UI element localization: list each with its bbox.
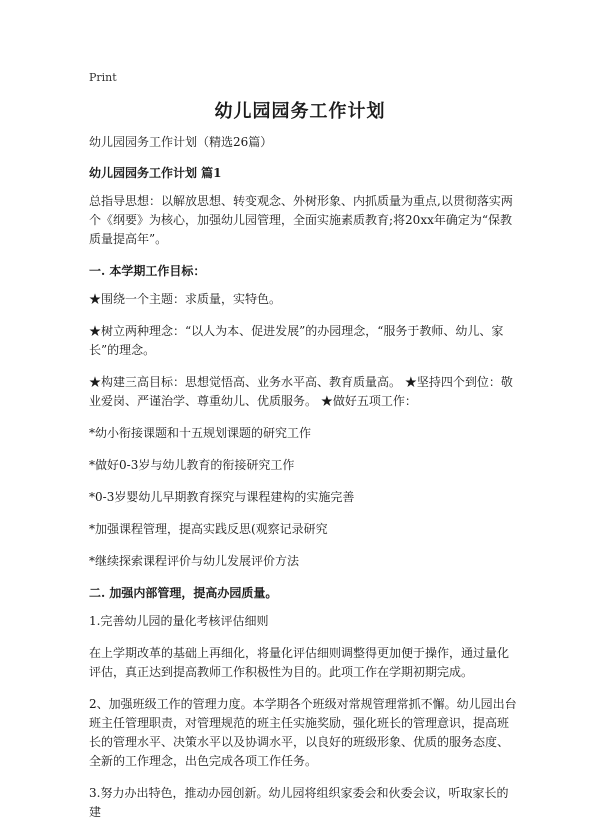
- document-subtitle: 幼儿园园务工作计划（精选26篇）: [89, 135, 273, 149]
- document-title: 幼儿园园务工作计划: [214, 101, 386, 122]
- task-item: *加强课程管理，提高实践反思(观察记录研究: [89, 522, 328, 536]
- task-item: *做好0-3岁与幼儿教育的衔接研究工作: [89, 458, 295, 472]
- goal-item: ★树立两种理念：“以人为本、促进发展”的办园理念，“服务于教师、幼儿、家长”的理念。: [89, 324, 504, 357]
- goal-item: ★构建三高目标：思想觉悟高、业务水平高、教育质量高。 ★坚持四个到位：敬业爱岗、严谨治学、尊重幼儿、优质服务。 ★做好五项工作：: [89, 375, 513, 408]
- management-item: 在上学期改革的基础上再细化，将量化评估细则调整得更加便于操作，通过量化评估，真正达到提高教师工作积极性为目的。此项工作在学期初期完成。: [89, 646, 510, 679]
- print-label: Print: [89, 71, 117, 84]
- task-item: *幼小衔接课题和十五规划课题的研究工作: [89, 426, 312, 440]
- management-item: 3.努力办出特色，推动办园创新。幼儿园将组织家委会和伙委会议，听取家长的建: [89, 786, 509, 819]
- goal-item: ★围绕一个主题：求质量，实特色。: [89, 292, 282, 306]
- document-body: [89, 133, 517, 835]
- management-heading: 二. 加强内部管理，提高办园质量。: [89, 586, 278, 600]
- intro-paragraph: 总指导思想：以解放思想、转变观念、外树形象、内抓质量为重点,以贯彻落实两个《纲要》为核心，加强幼儿园管理，全面实施素质教育;将20xx年确定为“保教质量提高年”。: [89, 194, 513, 246]
- management-item: 1.完善幼儿园的量化考核评估细则: [89, 614, 269, 628]
- goals-heading: 一. 本学期工作目标：: [89, 264, 206, 278]
- section-heading: 幼儿园园务工作计划 篇1: [89, 166, 222, 180]
- management-item: 2、加强班级工作的管理力度。本学期各个班级对常规管理常抓不懈。幼儿园出台班主任管理职责，对管理规范的班主任实施奖励，强化班长的管理意识，提高班长的管理水平、决策水平以及协调水平，以良好的班级形象、优质的服务态度、全新的工作理念，出色完成各项工作任务。: [89, 697, 517, 768]
- task-item: *继续探索课程评价与幼儿发展评价方法: [89, 554, 300, 568]
- task-item: *0-3岁婴幼儿早期教育探究与课程建构的实施完善: [89, 490, 355, 504]
